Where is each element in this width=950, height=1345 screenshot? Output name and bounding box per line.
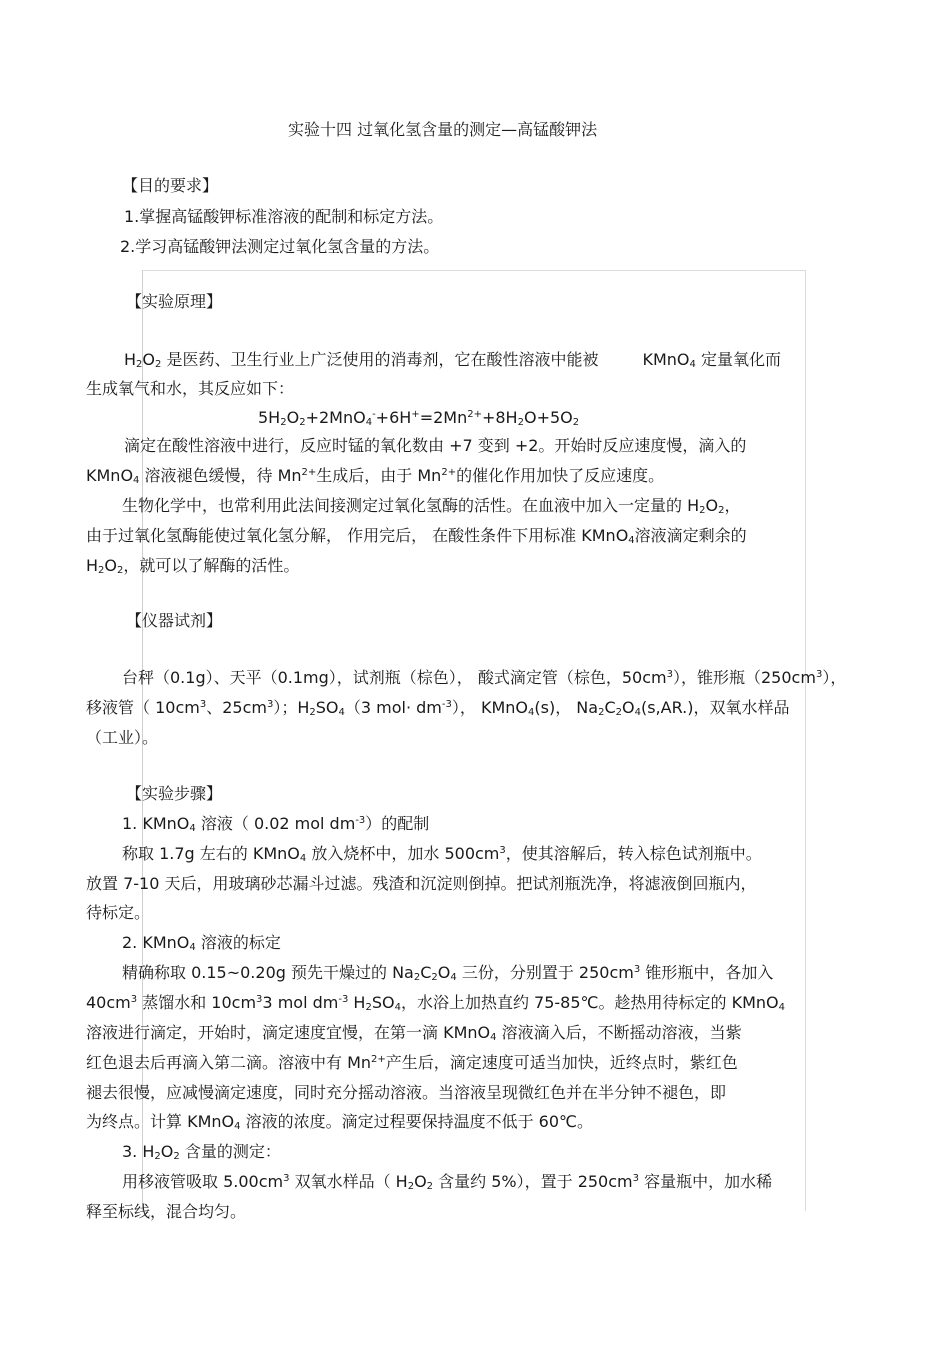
step2-line2: $40cm^3$ 蒸馏水和 $10cm^33$ mol $dm^{-3}$ $H_2SO_4$，水浴上加热直约 75-85℃。趁热用待标定的 KMnO$_4$ xyxy=(86,993,785,1013)
step2-line4: 红色退去后再滴入第二滴。溶液中有 $Mn^{2+}$产生后，滴定速度可适当加快，近终点时，紫红色 xyxy=(86,1053,738,1072)
apparatus-line3: （工业）。 xyxy=(86,728,159,747)
step1-line2: 放置 7-10 天后，用玻璃砂芯漏斗过滤。残渣和沉淀则倒掉。把试剂瓶洗净，将滤液倒回瓶内， xyxy=(86,874,757,893)
page-title: 实验十四 过氧化氢含量的测定—高锰酸钾法 xyxy=(288,120,598,139)
apparatus-heading: 【仪器试剂】 xyxy=(126,611,223,630)
reaction-equation: $5H_2O_2+2MnO_4^-+6H^+=2Mn^{2+}+8H_2O+5O_2$ xyxy=(258,408,580,428)
apparatus-line2: 移液管（ $10cm^3$、$25cm^3$）；$H_2SO_4(3$ $mol\cdot dm^{-3}$）， KMnO$_4$(s)， $Na_2C_2O_4(s,AR.)$，双氧水样品 xyxy=(86,698,790,718)
step3-line2: 释至标线，混合均匀。 xyxy=(86,1202,247,1221)
step1-line3: 待标定。 xyxy=(86,903,151,922)
principle-para3-line2: 由于过氧化氢酶能使过氧化氢分解， 作用完后， 在酸性条件下用标准 KMnO$_4$溶液滴定剩余的 xyxy=(86,526,747,546)
step1-line1: 称取 1.7g 左右的 KMnO$_4$ 放入烧杯中，加水 $500cm^3$，使其溶解后，转入棕色试剂瓶中。 xyxy=(122,844,762,864)
purpose-item-2: 2.学习高锰酸钾法测定过氧化氢含量的方法。 xyxy=(120,237,440,256)
purpose-heading: 【目的要求】 xyxy=(122,176,219,195)
principle-para3-line1: 生物化学中，也常利用此法间接测定过氧化氢酶的活性。在血液中加入一定量的 $H_2O_2$， xyxy=(122,496,741,516)
principle-para2-line1: 滴定在酸性溶液中进行，反应时锰的氧化数由 +7 变到 +2。开始时反应速度慢，滴入的 xyxy=(124,436,747,455)
apparatus-line1: 台秤（0.1g）、天平（0.1mg），试剂瓶（棕色）， 酸式滴定管（棕色，$50cm^3$），锥形瓶$(250cm^3)$， xyxy=(122,668,847,687)
step2-title: 2. KMnO$_4$ 溶液的标定 xyxy=(122,933,281,953)
step2-line6: 为终点。计算 KMnO$_4$ 溶液的浓度。滴定过程要保持温度不低于 60℃。 xyxy=(86,1112,594,1132)
step2-line5: 褪去很慢，应减慢滴定速度，同时充分摇动溶液。当溶液呈现微红色并在半分钟不褪色，即 xyxy=(86,1083,727,1102)
principle-para2-line2: KMnO$_4$ 溶液褪色缓慢，待 $Mn^{2+}$生成后，由于 $Mn^{2+}$的催化作用加快了反应速度。 xyxy=(86,466,665,486)
step3-title: 3. $H_2O_2$ 含量的测定： xyxy=(122,1142,281,1162)
principle-heading: 【实验原理】 xyxy=(126,292,223,311)
step2-line1: 精确称取 0.15~0.20g 预先干燥过的 $Na_2C_2O_4$ 三份，分别置于 $250cm^3$ 锥形瓶中，各加入 xyxy=(122,963,774,983)
step3-line1: 用移液管吸取 $5.00cm^3$ 双氧水样品（ $H_2O_2$ 含量约 5%），置于 $250cm^3$ 容量瓶中，加水稀 xyxy=(122,1172,773,1192)
principle-para1-line1: $H_2O_2$ 是医药、卫生行业上广泛使用的消毒剂，它在酸性溶液中能被 KMnO$_4$ 定量氧化而 xyxy=(124,350,781,370)
principle-para3-line3: $H_2O_2$，就可以了解酶的活性。 xyxy=(86,556,300,576)
step2-line3: 溶液进行滴定，开始时，滴定速度宜慢，在第一滴 KMnO$_4$ 溶液滴入后，不断摇动溶液，当紫 xyxy=(86,1023,742,1043)
purpose-item-1: 1.掌握高锰酸钾标准溶液的配制和标定方法。 xyxy=(124,207,444,226)
step1-title: 1. KMnO$_4$ 溶液（ 0.02 mol $dm^{-3}$）的配制 xyxy=(122,814,430,834)
procedure-heading: 【实验步骤】 xyxy=(126,784,223,803)
principle-para1-line2: 生成氧气和水，其反应如下： xyxy=(86,379,295,398)
